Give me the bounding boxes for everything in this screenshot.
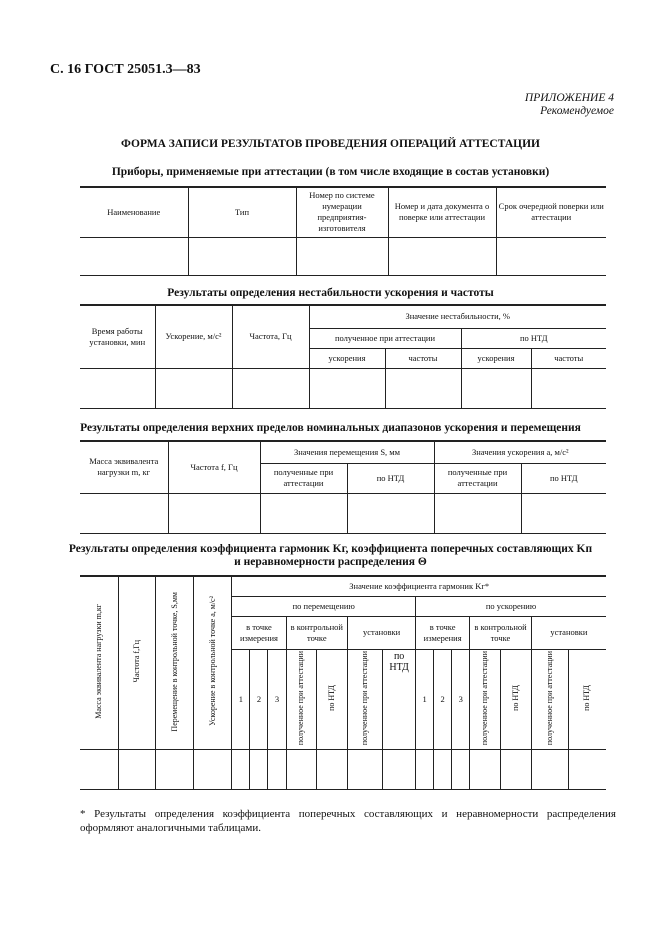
col-accel-header: Ускорение, м/с² bbox=[155, 305, 232, 368]
at-control-header-2: в контрольной точке bbox=[470, 616, 532, 649]
table-row bbox=[80, 749, 606, 789]
by-displacement-header: по перемещению bbox=[232, 596, 416, 616]
table-row bbox=[80, 368, 606, 408]
col-freq-header: Частота, Гц bbox=[232, 305, 309, 368]
at-point-header-1: в точке измерения bbox=[232, 616, 286, 649]
sub-freq-2: частоты bbox=[531, 348, 606, 368]
col-type-header: Тип bbox=[188, 187, 296, 237]
point-3b: 3 bbox=[452, 649, 470, 749]
sub-freq-1: частоты bbox=[385, 348, 461, 368]
table4-title-line2: и неравномерности распределения Θ bbox=[234, 556, 427, 568]
ranges-table bbox=[80, 440, 606, 534]
instruments-table bbox=[80, 186, 606, 276]
obtained-header: полученное при аттестации bbox=[309, 328, 461, 348]
appendix-title: ПРИЛОЖЕНИЕ 4 bbox=[524, 92, 614, 104]
point-3: 3 bbox=[268, 649, 286, 749]
accel-obtained-header: полученные при аттестации bbox=[434, 463, 521, 493]
table2-title: Результаты определения нестабильности ускорения и частоты bbox=[167, 287, 494, 299]
form-title: ФОРМА ЗАПИСИ РЕЗУЛЬТАТОВ ПРОВЕДЕНИЯ ОПЕРАЦИЙ АТТЕСТАЦИИ bbox=[121, 138, 540, 150]
acceleration-header: Значения ускорения a, м/с² bbox=[434, 441, 606, 463]
by-acceleration-header: по ускорению bbox=[416, 596, 606, 616]
col-name-header: Наименование bbox=[80, 187, 188, 237]
col-doc-header: Номер и дата документа о поверке или аттестации bbox=[388, 187, 496, 237]
appendix-subtitle: Рекомендуемое bbox=[540, 105, 614, 117]
sub-accel-2: ускорения bbox=[461, 348, 531, 368]
install-obtained-1: полученное при аттестации bbox=[348, 649, 383, 749]
table4-title bbox=[0, 543, 661, 569]
instability-header: Значение нестабильности, % bbox=[309, 305, 606, 328]
disp-obtained-header: полученные при аттестации bbox=[260, 463, 347, 493]
installation-header-2: установки bbox=[531, 616, 606, 649]
table4-title-line1: Результаты определения коэффициента гармоник Kг, коэффициента поперечных составляющих Kп bbox=[68, 543, 593, 555]
col-time-header: Время работы установки, мин bbox=[80, 305, 155, 368]
col-number-header: Номер по системе нумерации предприятия-изготовителя bbox=[296, 187, 388, 237]
instability-table bbox=[80, 304, 606, 409]
point-1: 1 bbox=[232, 649, 250, 749]
table-row bbox=[80, 237, 606, 275]
disp-ntd-header: по НТД bbox=[347, 463, 434, 493]
displacement-header: Значения перемещения S, мм bbox=[260, 441, 434, 463]
install-ntd-1: по НТД bbox=[383, 649, 416, 749]
col-accel-header: Ускорение в контрольной точке a, м/с² bbox=[194, 576, 232, 749]
point-2: 2 bbox=[250, 649, 268, 749]
harmonic-header: Значение коэффициента гармоник Kг* bbox=[232, 576, 606, 596]
page-header: С. 16 ГОСТ 25051.3—83 bbox=[50, 62, 201, 77]
col-term-header: Срок очередной поверки или аттестации bbox=[496, 187, 606, 237]
appendix-label bbox=[525, 92, 614, 118]
table-row bbox=[80, 493, 606, 533]
harmonics-table bbox=[80, 575, 606, 790]
at-point-header-2: в точке измерения bbox=[416, 616, 470, 649]
table3-title: Результаты определения верхних пределов номинальных диапазонов ускорения и перемещения bbox=[80, 422, 581, 434]
footnote: * Результаты определения коэффициента поперечных составляющих и неравномерности распределения оформляют аналогичными таблицами. bbox=[80, 808, 616, 834]
install-ntd-2: по НТД bbox=[568, 649, 606, 749]
point-2b: 2 bbox=[434, 649, 452, 749]
accel-ntd-header: по НТД bbox=[521, 463, 606, 493]
col-mass-header: Масса эквивалента нагрузки m,кг bbox=[80, 576, 118, 749]
ntd-header: по НТД bbox=[461, 328, 606, 348]
control-ntd-2: по НТД bbox=[501, 649, 532, 749]
at-control-header-1: в контрольной точке bbox=[286, 616, 348, 649]
table1-title: Приборы, применяемые при аттестации (в том числе входящие в состав установки) bbox=[111, 166, 550, 178]
install-obtained-2: полученное при аттестации bbox=[531, 649, 568, 749]
col-freq-header: Частота f,Гц bbox=[118, 576, 155, 749]
point-1b: 1 bbox=[416, 649, 434, 749]
col-disp-header: Перемещение в контрольной точке, S,мм bbox=[155, 576, 193, 749]
sub-accel-1: ускорения bbox=[309, 348, 385, 368]
control-ntd-1: по НТД bbox=[317, 649, 348, 749]
control-obtained-1: полученное при аттестации bbox=[286, 649, 317, 749]
installation-header-1: установки bbox=[348, 616, 416, 649]
control-obtained-2: полученное при аттестации bbox=[470, 649, 501, 749]
col-freq-header: Частота f, Гц bbox=[168, 441, 260, 493]
col-mass-header: Масса эквивалента нагрузки m, кг bbox=[80, 441, 168, 493]
